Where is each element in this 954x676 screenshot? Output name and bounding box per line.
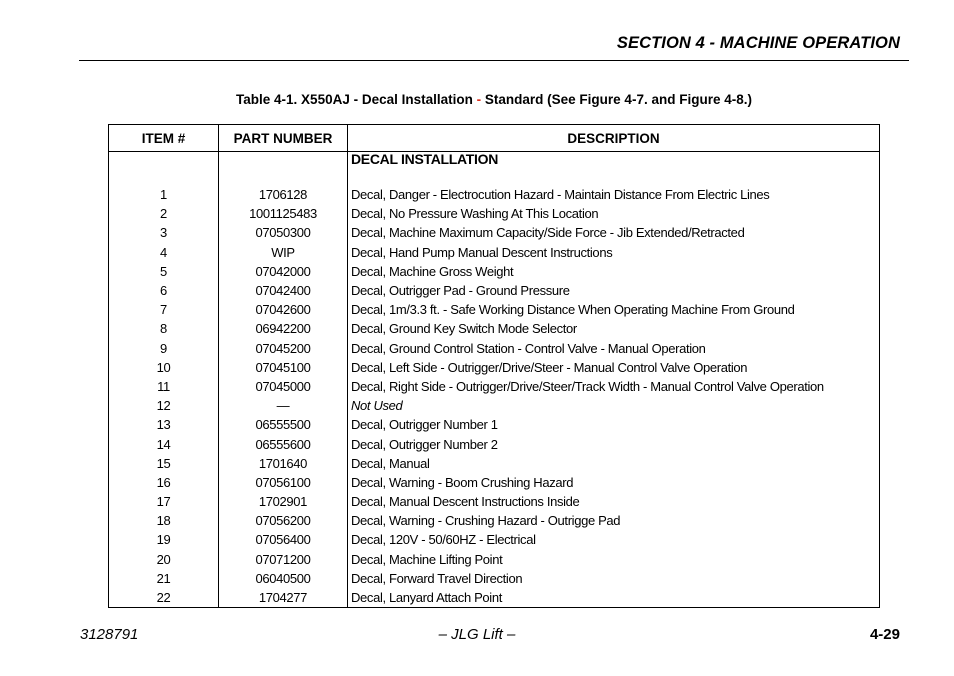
item-number-cell: 20 <box>109 550 219 569</box>
part-number-cell: 1702901 <box>219 492 348 511</box>
header-divider <box>79 60 909 61</box>
part-number-cell: 06555600 <box>219 434 348 453</box>
table-row <box>109 569 880 588</box>
group-title: DECAL INSTALLATION <box>351 151 499 167</box>
table-row <box>109 454 880 473</box>
group-row <box>109 152 880 186</box>
part-number-cell: 07056100 <box>219 473 348 492</box>
part-number-cell: 07042000 <box>219 262 348 281</box>
item-number-cell: 8 <box>109 319 219 338</box>
description-cell: Decal, Forward Travel Direction <box>348 569 880 588</box>
item-number-cell: 21 <box>109 569 219 588</box>
description-cell: Decal, Ground Key Switch Mode Selector <box>348 319 880 338</box>
description-cell: Decal, 1m/3.3 ft. - Safe Working Distance When Operating Machine From Ground <box>348 300 880 319</box>
description-cell: Decal, Machine Lifting Point <box>348 550 880 569</box>
part-number-cell: 07071200 <box>219 550 348 569</box>
table-row <box>109 588 880 608</box>
item-number-cell: 10 <box>109 358 219 377</box>
table-row <box>109 223 880 242</box>
item-number-cell: 9 <box>109 339 219 358</box>
description-cell: Not Used <box>348 396 880 415</box>
table-row <box>109 473 880 492</box>
part-number-cell: 06040500 <box>219 569 348 588</box>
part-number-cell: 06942200 <box>219 319 348 338</box>
description-cell: Decal, Warning - Crushing Hazard - Outrigge Pad <box>348 511 880 530</box>
item-number-cell: 17 <box>109 492 219 511</box>
description-cell: Decal, Outrigger Pad - Ground Pressure <box>348 281 880 300</box>
header-part-number: PART NUMBER <box>219 125 348 152</box>
caption-subtitle: Standard (See Figure 4-7. and Figure 4-8.) <box>484 92 752 107</box>
item-number-cell: 19 <box>109 530 219 549</box>
part-number-cell: 07045200 <box>219 339 348 358</box>
description-cell: Decal, Machine Maximum Capacity/Side Force - Jib Extended/Retracted <box>348 223 880 242</box>
table-row <box>109 415 880 434</box>
description-cell: Decal, Hand Pump Manual Descent Instructions <box>348 243 880 262</box>
part-number-cell: 07050300 <box>219 223 348 242</box>
part-number-cell: 1001125483 <box>219 204 348 223</box>
description-cell: Decal, Danger - Electrocution Hazard - Maintain Distance From Electric Lines <box>348 185 880 204</box>
item-number-cell: 22 <box>109 588 219 608</box>
table-row <box>109 204 880 223</box>
item-number-cell: 7 <box>109 300 219 319</box>
item-number-cell: 1 <box>109 185 219 204</box>
item-number-cell: 11 <box>109 377 219 396</box>
part-number-cell: 07042600 <box>219 300 348 319</box>
item-number-cell: 12 <box>109 396 219 415</box>
group-part-cell <box>219 152 348 186</box>
table-row <box>109 377 880 396</box>
item-number-cell: 2 <box>109 204 219 223</box>
table-row <box>109 550 880 569</box>
table-row <box>109 300 880 319</box>
group-item-cell <box>109 152 219 186</box>
item-number-cell: 3 <box>109 223 219 242</box>
item-number-cell: 14 <box>109 434 219 453</box>
table-row <box>109 511 880 530</box>
table-row <box>109 492 880 511</box>
item-number-cell: 15 <box>109 454 219 473</box>
item-number-cell: 16 <box>109 473 219 492</box>
description-cell: Decal, No Pressure Washing At This Location <box>348 204 880 223</box>
description-cell: Decal, Left Side - Outrigger/Drive/Steer - Manual Control Valve Operation <box>348 358 880 377</box>
description-cell: Decal, Right Side - Outrigger/Drive/Steer/Track Width - Manual Control Valve Operation <box>348 377 880 396</box>
part-number-cell: 06555500 <box>219 415 348 434</box>
header-item-number: ITEM # <box>109 125 219 152</box>
description-cell: Decal, 120V - 50/60HZ - Electrical <box>348 530 880 549</box>
footer-title: – JLG Lift – <box>438 626 516 643</box>
section-title: SECTION 4 - MACHINE OPERATION <box>616 34 900 52</box>
table-row <box>109 339 880 358</box>
item-number-cell: 5 <box>109 262 219 281</box>
table-caption <box>79 92 909 107</box>
part-number-cell: 07045000 <box>219 377 348 396</box>
header-description: DESCRIPTION <box>348 125 880 152</box>
description-cell: Decal, Lanyard Attach Point <box>348 588 880 608</box>
document-number: 3128791 <box>80 626 139 643</box>
part-number-cell: — <box>219 396 348 415</box>
part-number-cell: 1706128 <box>219 185 348 204</box>
table-row <box>109 358 880 377</box>
caption-title: Table 4-1. X550AJ - Decal Installation <box>236 92 473 107</box>
item-number-cell: 6 <box>109 281 219 300</box>
table-header-row <box>109 125 880 152</box>
part-number-cell: 1704277 <box>219 588 348 608</box>
part-number-cell: 07045100 <box>219 358 348 377</box>
description-cell: Decal, Outrigger Number 2 <box>348 434 880 453</box>
table-row <box>109 243 880 262</box>
description-cell: Decal, Manual Descent Instructions Inside <box>348 492 880 511</box>
table-body <box>109 152 880 608</box>
table-row <box>109 262 880 281</box>
caption-dash: - <box>476 92 482 107</box>
decal-installation-table <box>108 124 880 608</box>
table-row <box>109 281 880 300</box>
item-number-cell: 13 <box>109 415 219 434</box>
item-number-cell: 4 <box>109 243 219 262</box>
table-row <box>109 185 880 204</box>
part-number-cell: 1701640 <box>219 454 348 473</box>
description-cell: Decal, Manual <box>348 454 880 473</box>
group-description-cell <box>348 152 880 186</box>
page-number: 4-29 <box>869 626 900 643</box>
part-number-cell: 07056200 <box>219 511 348 530</box>
description-cell: Decal, Outrigger Number 1 <box>348 415 880 434</box>
part-number-cell: 07042400 <box>219 281 348 300</box>
description-cell: Decal, Ground Control Station - Control Valve - Manual Operation <box>348 339 880 358</box>
table-row <box>109 319 880 338</box>
description-cell: Decal, Machine Gross Weight <box>348 262 880 281</box>
table-row <box>109 530 880 549</box>
part-number-cell: 07056400 <box>219 530 348 549</box>
description-cell: Decal, Warning - Boom Crushing Hazard <box>348 473 880 492</box>
table-row <box>109 434 880 453</box>
part-number-cell: WIP <box>219 243 348 262</box>
item-number-cell: 18 <box>109 511 219 530</box>
table-row <box>109 396 880 415</box>
